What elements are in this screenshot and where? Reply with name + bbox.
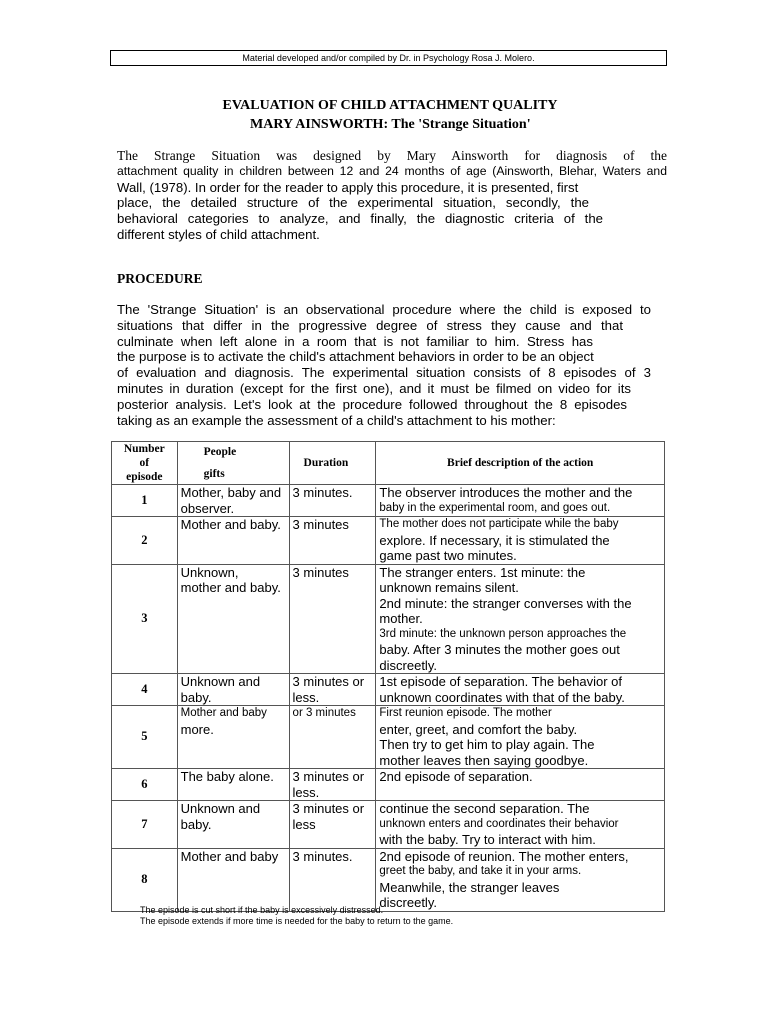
cell-line: less. (292, 689, 320, 705)
cell-line: The stranger enters. 1st minute: the (379, 564, 586, 580)
cell-line: mother and baby. (180, 580, 281, 595)
cell-line: 3 minutes or (292, 801, 365, 816)
cell-line: with the baby. Try to interact with him. (379, 832, 596, 847)
cell-line: First reunion episode. The mother (379, 707, 552, 719)
table-header-row (112, 442, 665, 485)
episode-duration (289, 485, 376, 517)
cell-line: 3 minutes. (292, 485, 353, 500)
procedure-line: situations that differ in the progressive degree of stress they cause and that (117, 317, 623, 333)
cell-line: discreetly. (379, 895, 437, 910)
cell-line: baby in the experimental room, and goes out. (379, 501, 611, 514)
document-title: EVALUATION OF CHILD ATTACHMENT QUALITY (222, 98, 558, 113)
procedure-line: culminate when left alone in a room that is not familiar to him. Stress has (117, 333, 593, 349)
episode-duration (289, 517, 376, 565)
episode-people (177, 517, 289, 565)
cell-line: Then try to get him to play again. The (379, 737, 595, 752)
cell-line: Unknown, (180, 564, 239, 580)
episode-duration (289, 848, 376, 911)
cell-line: Unknown and (180, 801, 261, 816)
cell-line: more. (180, 721, 214, 737)
cell-line: or 3 minutes (292, 707, 356, 719)
cell-line: continue the second separation. The (379, 801, 590, 816)
episode-number: 6 (112, 769, 178, 801)
cell-line: The baby alone. (180, 769, 274, 784)
cell-line: mother leaves then saying goodbye. (379, 752, 589, 768)
table-row (112, 674, 665, 706)
cell-line: mother. (379, 611, 423, 626)
cell-line: 3 minutes (292, 564, 349, 580)
cell-line: 2nd episode of separation. (379, 769, 533, 784)
cell-line: The observer introduces the mother and the (379, 485, 633, 500)
header-number: Number of episode (112, 442, 178, 485)
intro-line: The Strange Situation was designed by Mary Ainsworth for diagnosis of the (117, 148, 667, 163)
cell-line: baby. After 3 minutes the mother goes out (379, 642, 620, 657)
episode-description (376, 848, 665, 911)
cell-line: Meanwhile, the stranger leaves (379, 879, 560, 895)
episode-people (177, 848, 289, 911)
table-row (112, 801, 665, 849)
episode-number: 8 (112, 848, 178, 911)
episode-number: 7 (112, 801, 178, 849)
footnote: The episode is cut short if the baby is excessively distressed. (140, 905, 384, 915)
episode-description (376, 706, 665, 769)
cell-line: greet the baby, and take it in your arms. (379, 865, 582, 877)
table-row (112, 769, 665, 801)
cell-line: Mother and baby (180, 848, 279, 864)
cell-line: game past two minutes. (379, 548, 517, 563)
episode-description (376, 769, 665, 801)
intro-line: attachment quality in children between 12 and 24 months of age (Ainsworth, Blehar, Waters and (117, 163, 667, 178)
table-row (112, 848, 665, 911)
episode-people (177, 769, 289, 801)
cell-line: observer. (180, 500, 235, 516)
cell-line: 3 minutes or (292, 674, 365, 689)
procedure-heading: PROCEDURE (117, 271, 203, 286)
cell-line: discreetly. (379, 657, 437, 673)
intro-paragraph (117, 148, 667, 243)
intro-line: behavioral categories to analyze, and finally, the diagnostic criteria of the (117, 211, 603, 227)
footnote: The episode extends if more time is needed for the baby to return to the game. (140, 916, 454, 926)
episode-people (177, 801, 289, 849)
episode-number: 2 (112, 517, 178, 565)
cell-line: 3rd minute: the unknown person approaches the (379, 627, 627, 640)
procedure-line: taking as an example the assessment of a child's attachment to his mother: (117, 412, 556, 428)
episode-number: 5 (112, 706, 178, 769)
intro-line: place, the detailed structure of the experimental situation, secondly, the (117, 195, 589, 211)
cell-line: less (292, 816, 316, 832)
episode-people (177, 674, 289, 706)
cell-line: Mother and baby (180, 707, 267, 719)
episode-duration (289, 564, 376, 674)
cell-line: unknown remains silent. (379, 580, 519, 595)
procedure-line: minutes in duration (except for the first one), and it must be filmed on video for its (117, 380, 631, 396)
episode-people (177, 706, 289, 769)
document-subtitle: MARY AINSWORTH: The 'Strange Situation' (250, 117, 531, 132)
episode-people (177, 485, 289, 517)
episode-description (376, 801, 665, 849)
episode-description (376, 674, 665, 706)
table-row (112, 517, 665, 565)
episode-duration (289, 674, 376, 706)
cell-line: explore. If necessary, it is stimulated the (379, 532, 610, 548)
table-row (112, 564, 665, 674)
cell-line: baby. (180, 816, 212, 832)
table-body (112, 485, 665, 912)
cell-line: less. (292, 784, 320, 800)
procedure-line: The 'Strange Situation' is an observational procedure where the child is exposed to (117, 302, 651, 317)
cell-line: unknown coordinates with that of the baby. (379, 689, 625, 705)
cell-line: 3 minutes. (292, 848, 353, 864)
procedure-line: posterior analysis. Let's look at the procedure followed throughout the 8 episodes (117, 396, 627, 412)
cell-line: unknown enters and coordinates their behavior (379, 817, 619, 830)
episode-duration (289, 706, 376, 769)
header-description: Brief description of the action (376, 442, 665, 485)
header-duration: Duration (289, 442, 376, 485)
footnotes (140, 905, 453, 927)
episode-duration (289, 801, 376, 849)
intro-line: different styles of child attachment. (117, 226, 320, 242)
table-row (112, 706, 665, 769)
episode-number: 1 (112, 485, 178, 517)
procedure-line: of evaluation and diagnosis. The experimental situation consists of 8 episodes of 3 (117, 365, 651, 381)
table-row (112, 485, 665, 517)
header-people: People gifts (177, 442, 289, 485)
episode-number: 3 (112, 564, 178, 674)
episode-people (177, 564, 289, 674)
procedure-paragraph (117, 302, 651, 428)
intro-line: Wall, (1978). In order for the reader to apply this procedure, it is presented, first (117, 179, 579, 195)
episodes-table (111, 441, 665, 912)
episode-description (376, 564, 665, 674)
episode-description (376, 517, 665, 565)
cell-line: 1st episode of separation. The behavior of (379, 674, 622, 689)
episode-description (376, 485, 665, 517)
episode-duration (289, 769, 376, 801)
cell-line: baby. (180, 689, 212, 705)
cell-line: 2nd episode of reunion. The mother enters, (379, 848, 629, 864)
episode-number: 4 (112, 674, 178, 706)
cell-line: The mother does not participate while the baby (379, 518, 619, 530)
procedure-line: the purpose is to activate the child's attachment behaviors in order to be an object (117, 349, 594, 365)
cell-line: Mother, baby and (180, 485, 282, 500)
cell-line: enter, greet, and comfort the baby. (379, 721, 578, 737)
cell-line: 3 minutes or (292, 769, 365, 784)
header-credit: Material developed and/or compiled by Dr. in Psychology Rosa J. Molero. (110, 50, 667, 66)
cell-line: Mother and baby. (180, 517, 281, 532)
cell-line: 3 minutes (292, 517, 349, 532)
cell-line: 2nd minute: the stranger converses with the (379, 595, 632, 611)
cell-line: Unknown and (180, 674, 261, 689)
